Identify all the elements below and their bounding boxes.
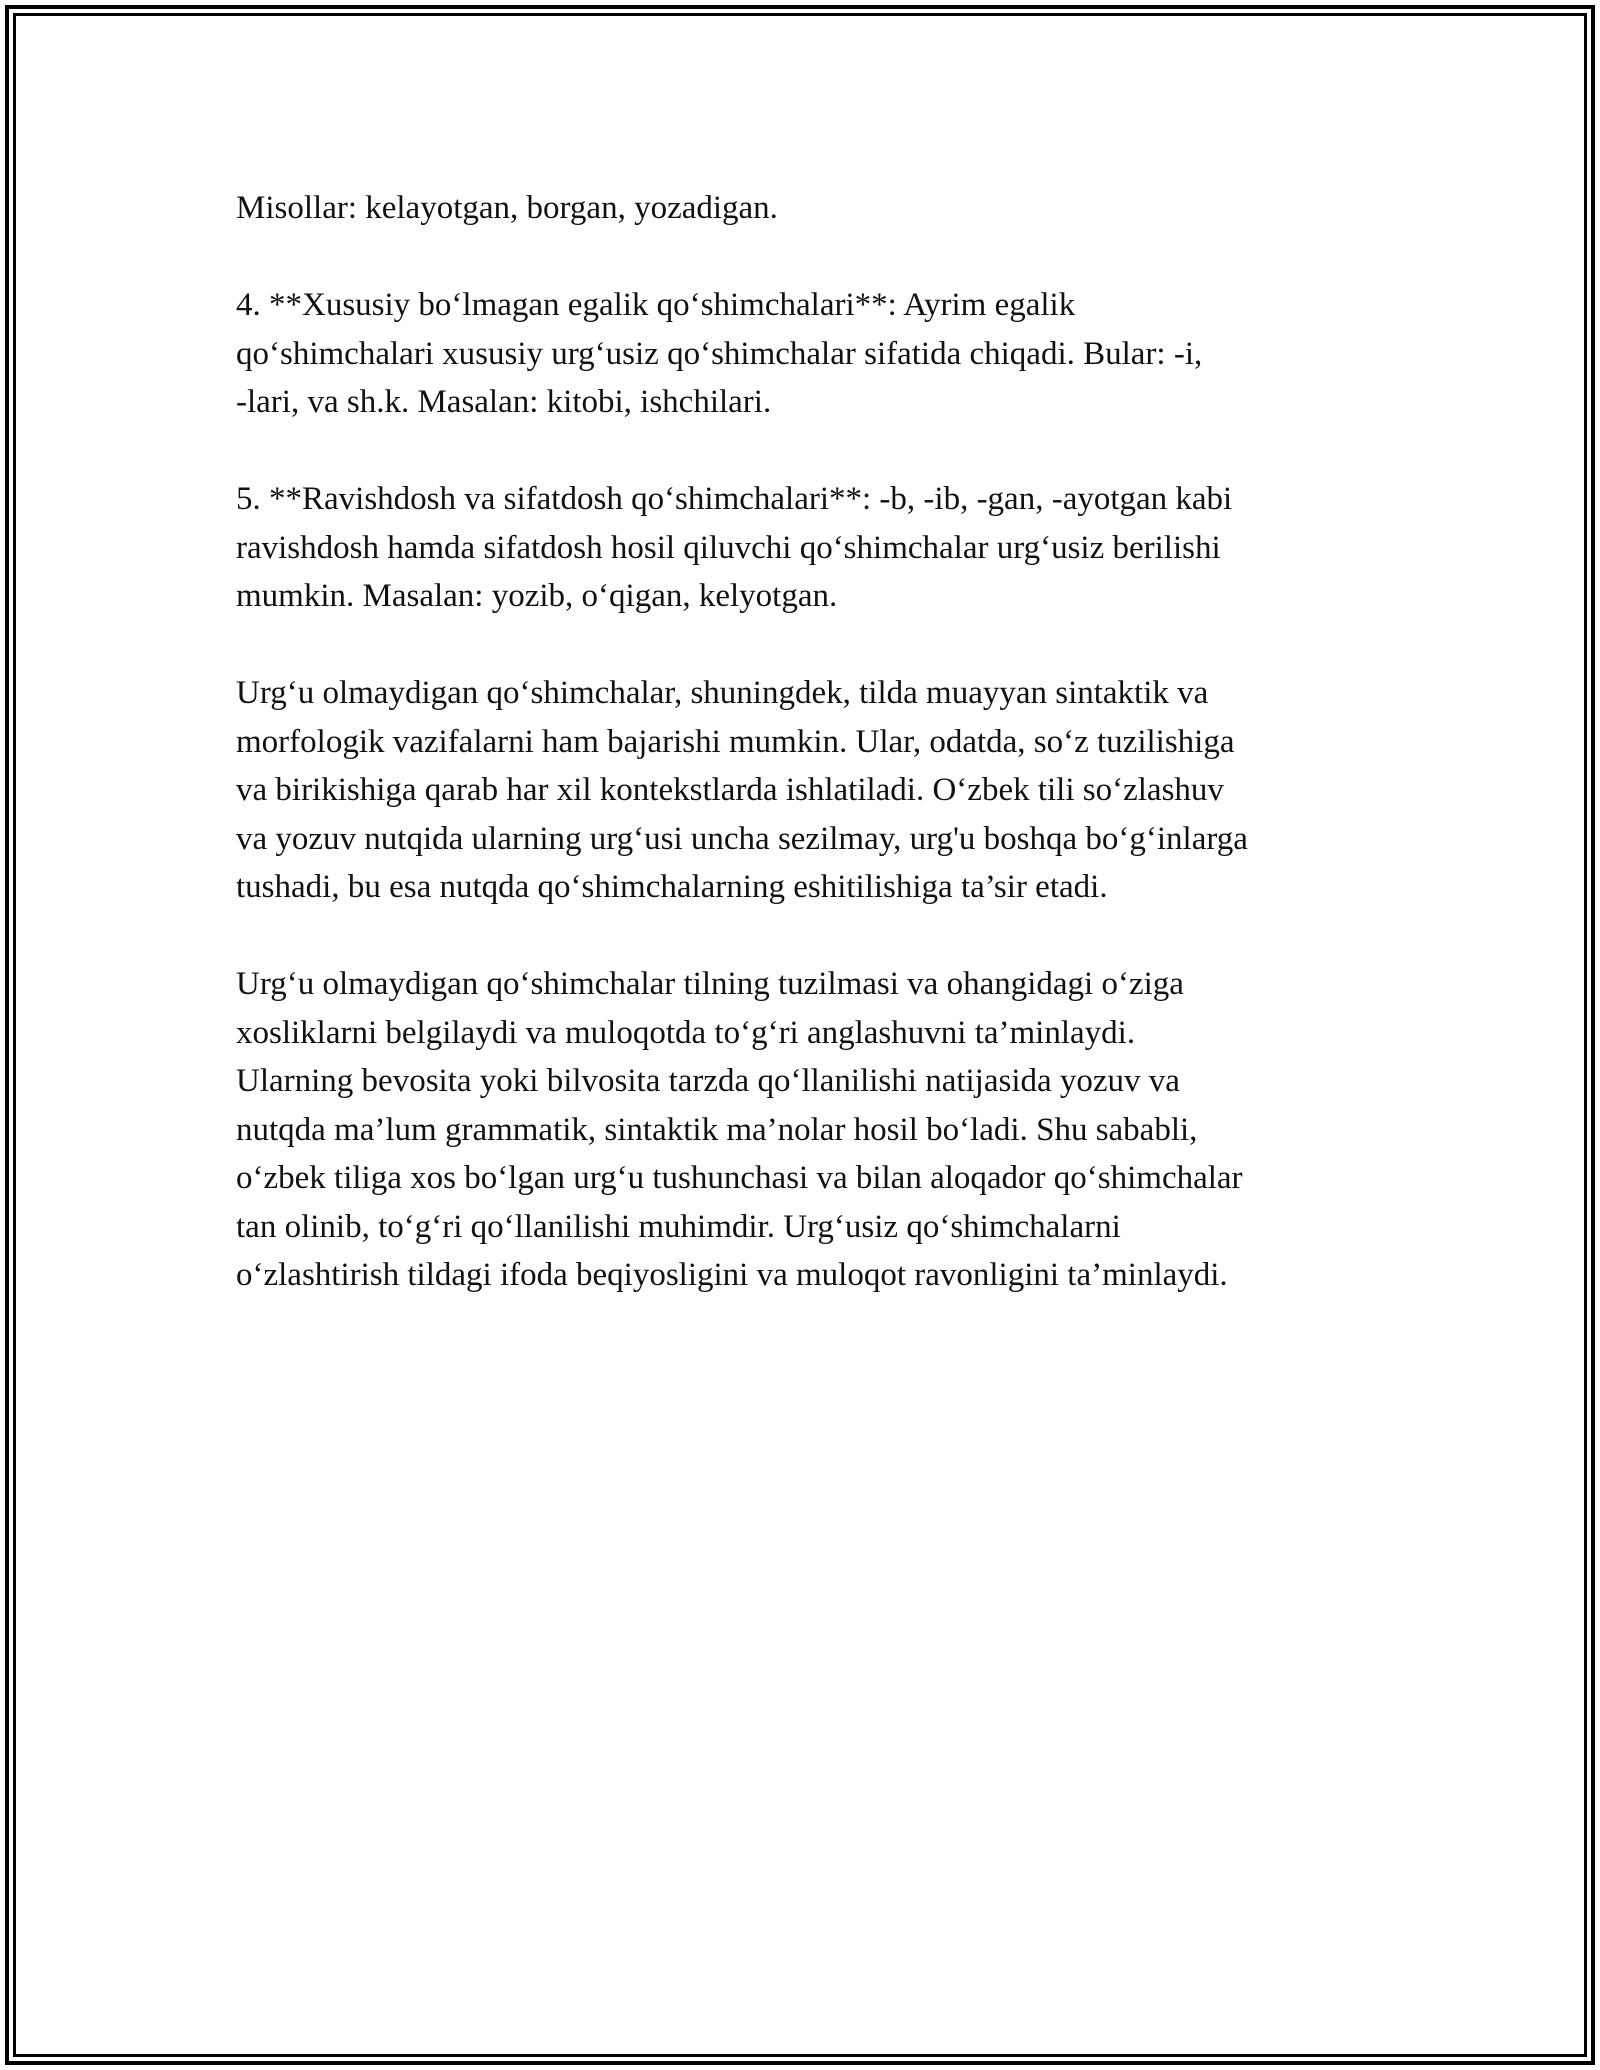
paragraph-body-2: Urg‘u olmaydigan qo‘shimchalar tilning tuzilmasi va ohangidagi o‘ziga xosliklarni belgilaydi va muloqotda to‘g‘ri anglashuvni ta’minlaydi. Ularning bevosita yoki bilvosita tarzda qo‘llanilishi natijasida yozuv va nutqda ma’lum grammatik, sintaktik ma’nolar hosil bo‘ladi. Shu sababli, o‘zbek tiliga xos bo‘lgan urg‘u tushunchasi va bilan aloqador qo‘shimchalar tan olinib, to‘g‘ri qo‘llanilishi muhimdir. Urg‘usiz qo‘shimchalarni o‘zlashtirish tildagi ifoda beqiyosligini va muloqot ravonligini ta’minlaydi. (236, 966, 1243, 1293)
paragraph-item-5: 5. **Ravishdosh va sifatdosh qo‘shimchalari**: -b, -ib, -gan, -ayotgan kabi ravishdosh hamda sifatdosh hosil qiluvchi qo‘shimchalar urg‘usiz berilishi mumkin. Masalan: yozib, o‘qigan, kelyotgan. (236, 481, 1233, 614)
paragraph-body-1: Urg‘u olmaydigan qo‘shimchalar, shuningdek, tilda muayyan sintaktik va morfologik vazifalarni ham bajarishi mumkin. Ular, odatda, so‘z tuzilishiga va birikishiga qarab har xil kontekstlarda ishlatiladi. O‘zbek tili so‘zlashuv va yozuv nutqida ularning urg‘usi uncha sezilmay, urg'u boshqa bo‘g‘inlarga tushadi, bu esa nutqda qo‘shimchalarning eshitilishiga ta’sir etadi. (236, 675, 1248, 905)
paragraph-examples: Misollar: kelayotgan, borgan, yozadigan. (236, 190, 778, 226)
document-body (236, 184, 1376, 1348)
paragraph-item-4: 4. **Xususiy bo‘lmagan egalik qo‘shimchalari**: Ayrim egalik qo‘shimchalari xususiy urg‘usiz qo‘shimchalar sifatida chiqadi. Bular: -i, -lari, va sh.k. Masalan: kitobi, ishchilari. (236, 287, 1203, 420)
